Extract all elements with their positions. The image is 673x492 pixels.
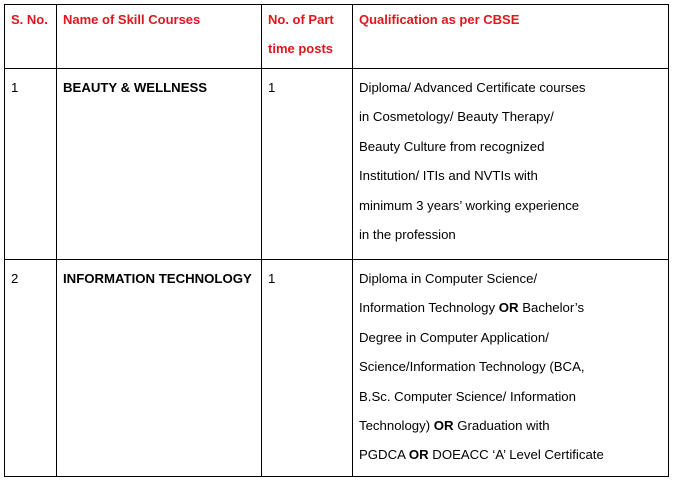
- qualification-text: Graduation with: [453, 418, 550, 434]
- cell-sno: 2: [5, 260, 57, 477]
- qualification-line: Diploma/ Advanced Certificate courses: [359, 80, 586, 95]
- table-header-row: [5, 5, 669, 69]
- qualification-line: [359, 440, 662, 469]
- qualification-line: Institution/ ITIs and NVTIs with: [359, 168, 538, 184]
- qualification-text: Information Technology: [359, 300, 499, 316]
- skill-courses-table: [4, 4, 669, 477]
- qualification-line: Degree in Computer Application/: [359, 329, 549, 345]
- table-row: [5, 260, 669, 477]
- header-sno: S. No.: [5, 5, 57, 69]
- header-course-name: Name of Skill Courses: [57, 5, 262, 69]
- cell-qualification: [353, 69, 669, 260]
- header-part-time-posts: No. of Part time posts: [262, 5, 353, 69]
- cell-sno: 1: [5, 69, 57, 260]
- qualification-text: Bachelor’s: [518, 300, 585, 316]
- qualification-text: DOEACC ‘A’ Level Certificate: [428, 447, 604, 463]
- qualification-line: [359, 411, 662, 440]
- qualification-line: B.Sc. Computer Science/ Information: [359, 388, 576, 404]
- qualification-text: Technology): [359, 418, 434, 434]
- cell-course-name: BEAUTY & WELLNESS: [57, 69, 262, 260]
- qualification-line: in the profession: [359, 227, 456, 243]
- qualification-line: in Cosmetology/ Beauty Therapy/: [359, 109, 554, 125]
- cell-qualification: [353, 260, 669, 477]
- or-keyword: OR: [498, 300, 519, 316]
- qualification-line: [359, 293, 662, 322]
- qualification-line: Diploma in Computer Science/: [359, 271, 538, 286]
- cell-posts: 1: [262, 260, 353, 477]
- qualification-line: minimum 3 years’ working experience: [359, 197, 580, 213]
- or-keyword: OR: [408, 447, 429, 463]
- qualification-text: PGDCA: [359, 447, 409, 463]
- qualification-line: Beauty Culture from recognized: [359, 138, 545, 154]
- cell-posts: 1: [262, 69, 353, 260]
- or-keyword: OR: [433, 418, 454, 434]
- qualification-line: Science/Information Technology (BCA,: [359, 359, 585, 375]
- header-qualification: Qualification as per CBSE: [353, 5, 669, 69]
- cell-course-name: INFORMATION TECHNOLOGY: [57, 260, 262, 477]
- table-row: [5, 69, 669, 260]
